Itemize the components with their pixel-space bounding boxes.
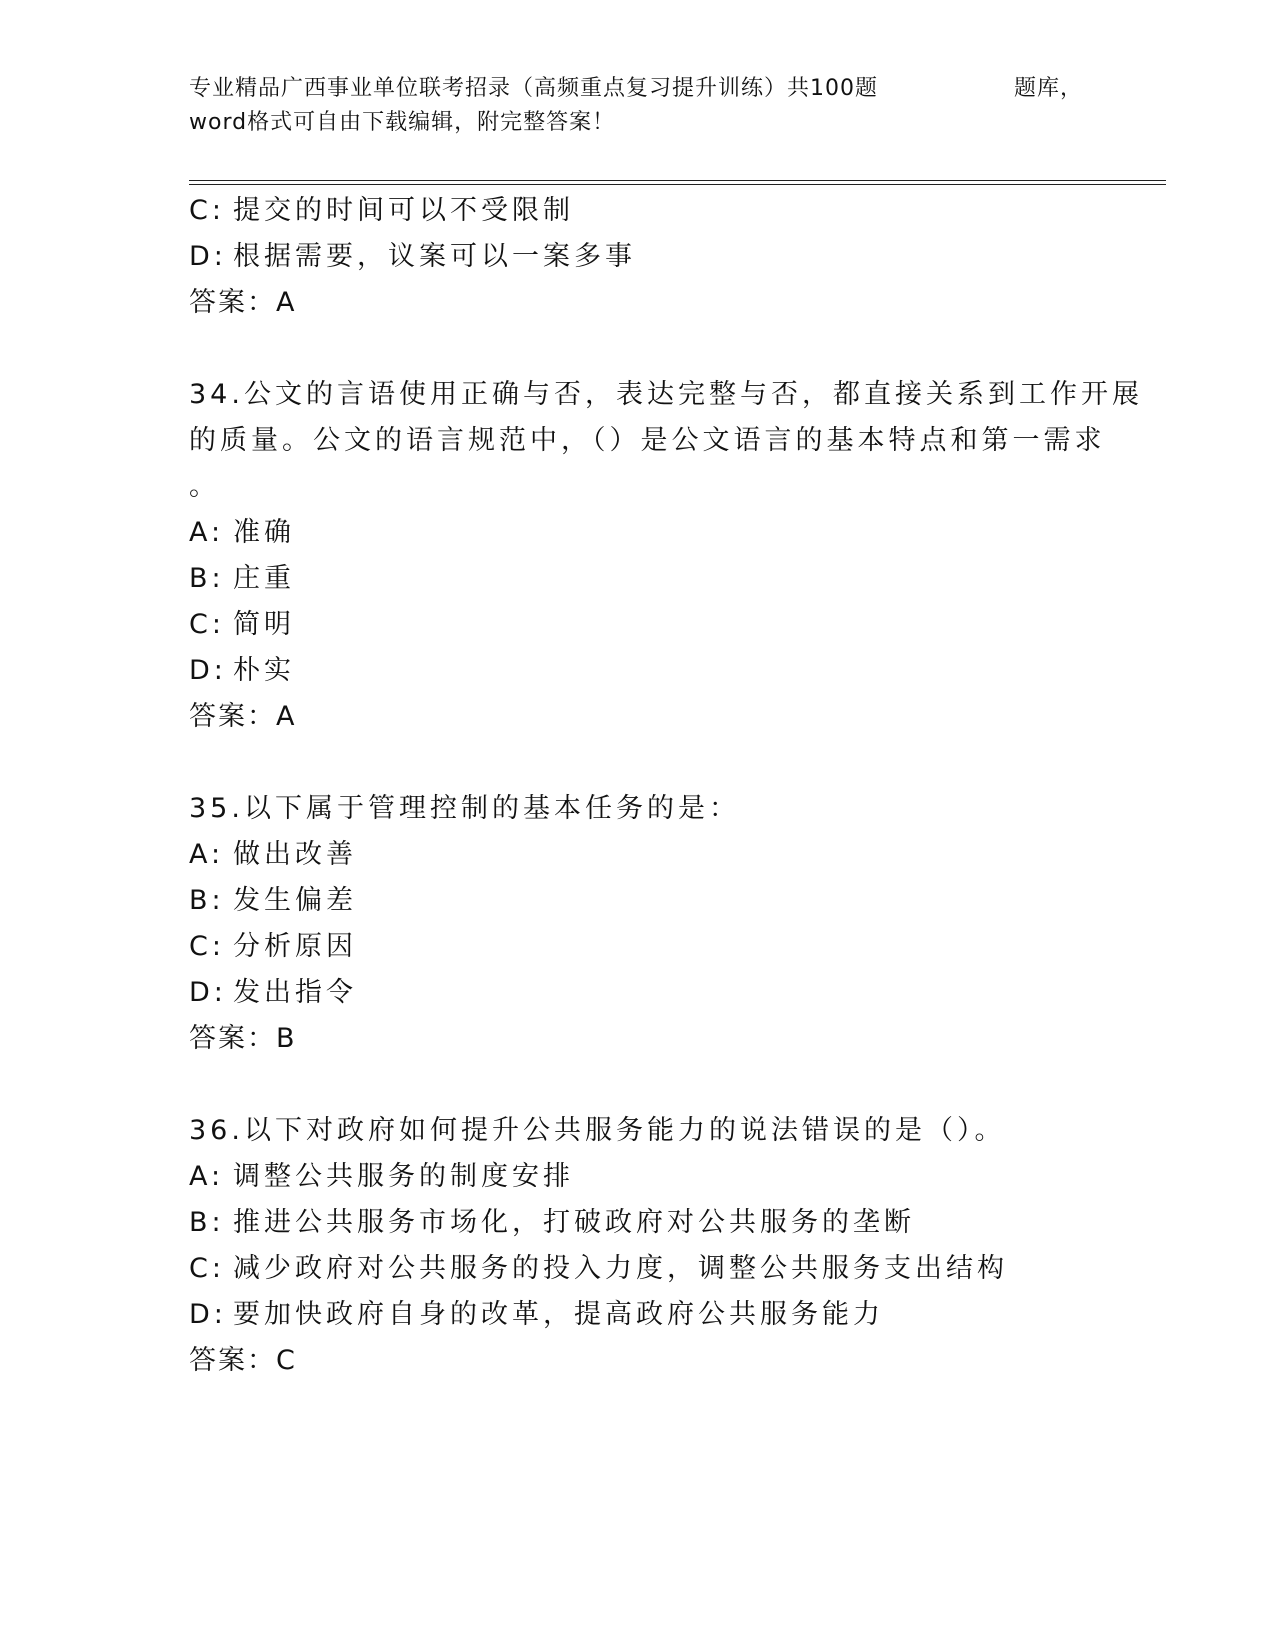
option-text: 根据需要，议案可以一案多事 — [233, 241, 636, 272]
option-key: A: — [189, 517, 225, 548]
option-row — [189, 970, 1089, 1016]
option-row — [189, 878, 1089, 924]
option-row — [189, 556, 1089, 602]
option-text: 调整公共服务的制度安排 — [233, 1161, 574, 1192]
spacer — [189, 1062, 1089, 1108]
option-key: D: — [189, 241, 227, 272]
answer-line: 答案：C — [189, 1345, 297, 1376]
option-row — [189, 1246, 1089, 1292]
option-key: D: — [189, 1299, 227, 1330]
page-header — [189, 72, 1089, 140]
option-text: 做出改善 — [233, 839, 357, 870]
option-row — [189, 234, 1089, 280]
option-text: 发生偏差 — [233, 885, 357, 916]
option-row — [189, 510, 1089, 556]
spacer — [189, 740, 1089, 786]
option-text: 朴实 — [233, 655, 295, 686]
option-key: B: — [189, 885, 225, 916]
question-line: 34.公文的言语使用正确与否，表达完整与否，都直接关系到工作开展 — [189, 379, 1143, 410]
question-line: 的质量。公文的语言规范中，（）是公文语言的基本特点和第一需求 — [189, 425, 1106, 456]
option-text: 分析原因 — [233, 931, 357, 962]
answer-line: 答案：B — [189, 1023, 297, 1054]
option-key: D: — [189, 655, 227, 686]
option-key: A: — [189, 1161, 225, 1192]
option-key: D: — [189, 977, 227, 1008]
question-block — [189, 372, 1143, 740]
spacer — [189, 326, 1089, 372]
option-key: A: — [189, 839, 225, 870]
header-title: 专业精品广西事业单位联考招录（高频重点复习提升训练）共100题 — [189, 76, 878, 101]
header-title-tail: 题库， — [1014, 76, 1084, 101]
header-subtitle: word格式可自由下载编辑，附完整答案！ — [189, 110, 616, 135]
option-row — [189, 602, 1089, 648]
question-line: 35.以下属于管理控制的基本任务的是： — [189, 793, 740, 824]
question-line: 。 — [189, 471, 220, 502]
option-text: 简明 — [233, 609, 295, 640]
question-text — [189, 372, 1143, 510]
option-row — [189, 1200, 1089, 1246]
option-key: C: — [189, 931, 225, 962]
option-text: 提交的时间可以不受限制 — [233, 195, 574, 226]
option-row — [189, 924, 1089, 970]
option-text: 减少政府对公共服务的投入力度，调整公共服务支出结构 — [233, 1253, 1008, 1284]
option-key: B: — [189, 1207, 225, 1238]
option-row — [189, 1292, 1089, 1338]
option-row — [189, 1154, 1089, 1200]
option-text: 推进公共服务市场化，打破政府对公共服务的垄断 — [233, 1207, 915, 1238]
answer-line: 答案：A — [189, 701, 297, 732]
question-text — [189, 786, 1089, 832]
option-text: 庄重 — [233, 563, 295, 594]
prev-question-options — [189, 188, 1089, 280]
option-text: 准确 — [233, 517, 295, 548]
option-key: C: — [189, 1253, 225, 1284]
question-line: 36.以下对政府如何提升公共服务能力的说法错误的是（）。 — [189, 1115, 1006, 1146]
option-row — [189, 832, 1089, 878]
question-block — [189, 1108, 1089, 1384]
option-key: B: — [189, 563, 225, 594]
option-text: 要加快政府自身的改革，提高政府公共服务能力 — [233, 1299, 884, 1330]
question-text — [189, 1108, 1089, 1154]
question-block — [189, 786, 1089, 1062]
header-line-1 — [189, 72, 1089, 106]
header-divider-top — [189, 180, 1166, 181]
option-row — [189, 188, 1089, 234]
question-list — [189, 188, 1143, 1384]
header-divider-bottom — [189, 184, 1166, 185]
option-key: C: — [189, 609, 225, 640]
option-key: C: — [189, 195, 225, 226]
option-text: 发出指令 — [233, 977, 357, 1008]
answer-line: 答案：A — [189, 287, 297, 318]
option-row — [189, 648, 1089, 694]
